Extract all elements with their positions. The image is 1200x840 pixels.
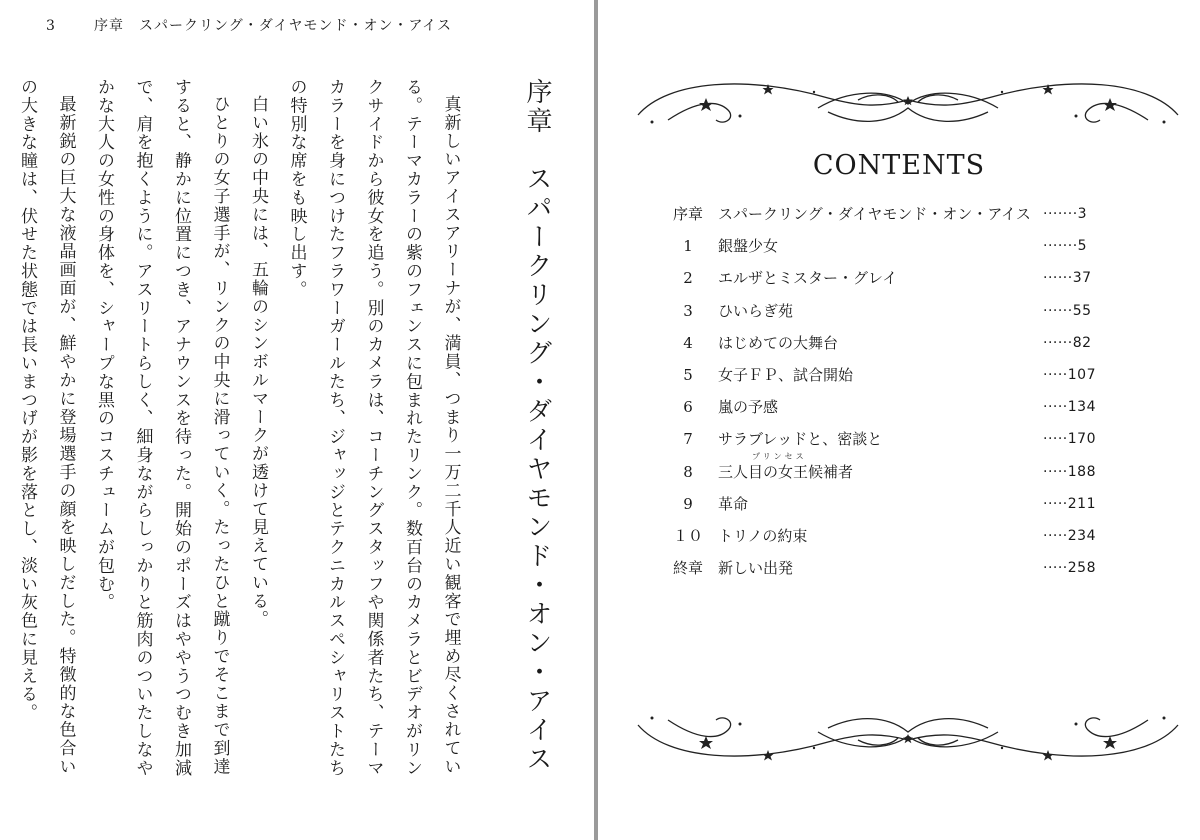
toc-row [668, 262, 1118, 294]
paragraph: ひとりの女子選手が、リンクの中央に滑っていく。たったひと蹴りでそこまで到達すると、静かに位置につき、アナウンスを待った。開始のポーズはややうつむき加減で、肩を抱くように。アスリートらしく、細身ながらしっかりと筋肉のついたしなやかな大人の女性の身体を、シャープな黒のコスチュームが包む。 [94, 78, 230, 778]
toc-chapter-number: 5 [683, 365, 693, 384]
top-flourish-ornament [628, 70, 1188, 140]
toc-row [668, 552, 1118, 584]
toc-chapter-number: 終章 [672, 559, 703, 578]
toc-chapter-number: 序章 [672, 205, 703, 223]
toc-row [668, 295, 1118, 327]
toc-page-number: ·····234 [1043, 527, 1096, 544]
toc-page-number: ·······3 [1043, 206, 1088, 222]
toc-chapter-title: スパークリング・ダイヤモンド・オン・アイス [718, 205, 1031, 223]
toc-chapter-title: サラブレッドと、密談と [718, 430, 883, 449]
toc-chapter-title: エルザとミスター・グレイ [718, 269, 898, 288]
paragraph: 白い氷の中央には、五輪のシンボルマークが透けて見えている。 [248, 95, 268, 629]
toc-page-number: ·····170 [1043, 431, 1096, 448]
toc-row [668, 423, 1118, 455]
toc-chapter-number: 9 [683, 494, 693, 513]
toc-row [668, 198, 1118, 230]
vertical-body-text [0, 78, 556, 778]
toc-row [668, 391, 1118, 423]
toc-page-number: ······55 [1043, 302, 1092, 319]
right-page [598, 0, 1200, 840]
toc-chapter-title: 嵐の予感 [718, 398, 779, 417]
running-head-title: 序章 スパークリング・ダイヤモンド・オン・アイス [94, 18, 453, 34]
toc-page-number: ·····211 [1043, 495, 1096, 512]
toc-page-number: ·····134 [1043, 399, 1096, 416]
ruby-reading: プリンセス [752, 451, 807, 461]
toc-chapter-number: １０ [672, 526, 703, 545]
running-head [46, 15, 452, 35]
paragraph: 真新しいアイスアリーナが、満員、つまり一万二千人近い観客で埋め尽くされている。テーマカラーの紫のフェンスに包まれたリンク。数百台のカメラとビデオがリンクサイドから彼女を追う。別のカメラは、コーチングスタッフや関係者たち、テーマカラーを身につけたフラワーガールたち、ジャッジとテクニカルスペシャリストたちの特別な席をも映し出す。 [286, 78, 461, 778]
toc-row [668, 327, 1118, 359]
contents-title: CONTENTS [812, 150, 986, 181]
toc-page-number: ·····188 [1043, 463, 1096, 480]
toc-chapter-title: 銀盤少女 [718, 237, 779, 256]
toc-page-number: ·······5 [1043, 238, 1088, 255]
chapter-title: 序章 スパークリング・ダイヤモンド・オン・アイス [522, 78, 552, 774]
toc-chapter-number: 6 [683, 398, 693, 417]
toc-chapter-number: 1 [683, 237, 693, 256]
toc-row [668, 230, 1118, 262]
toc-chapter-title: 革命 [718, 494, 749, 513]
paragraph: 最新鋭の巨大な液晶画面が、鮮やかに登場選手の顔を映しだした。特徴的な色合いの大きな瞳は、伏せた状態では長いまつげが影を落とし、淡い灰色に見える。 [17, 78, 76, 776]
toc-chapter-title: ひいらぎ苑 [718, 301, 794, 320]
left-page [0, 0, 594, 840]
toc-page-number: ·····258 [1043, 560, 1096, 577]
paragraph [0, 78, 8, 778]
toc-row [668, 359, 1118, 391]
toc-page-number: ······37 [1043, 270, 1092, 287]
toc-chapter-title: 新しい出発 [718, 559, 794, 578]
toc-chapter-number: 3 [683, 301, 693, 320]
toc-page-number: ······82 [1043, 334, 1092, 351]
toc-page-number: ·····107 [1043, 366, 1096, 383]
toc-chapter-title: 女子ＦＰ、試合開始 [718, 365, 854, 384]
toc-chapter-number: 7 [683, 430, 693, 449]
table-of-contents [668, 198, 1118, 584]
toc-chapter-title: 三人目の女王候補者 [718, 462, 854, 481]
toc-chapter-number: 4 [683, 333, 693, 352]
toc-chapter-title: トリノの約束 [718, 526, 808, 545]
toc-row [668, 488, 1118, 520]
toc-chapter-number: 2 [683, 269, 693, 288]
toc-row [668, 451, 1118, 488]
toc-row [668, 520, 1118, 552]
bottom-flourish-ornament [628, 700, 1188, 770]
toc-chapter-title: はじめての大舞台 [718, 333, 839, 352]
toc-chapter-number: 8 [683, 462, 693, 481]
page-number: 3 [46, 18, 56, 34]
